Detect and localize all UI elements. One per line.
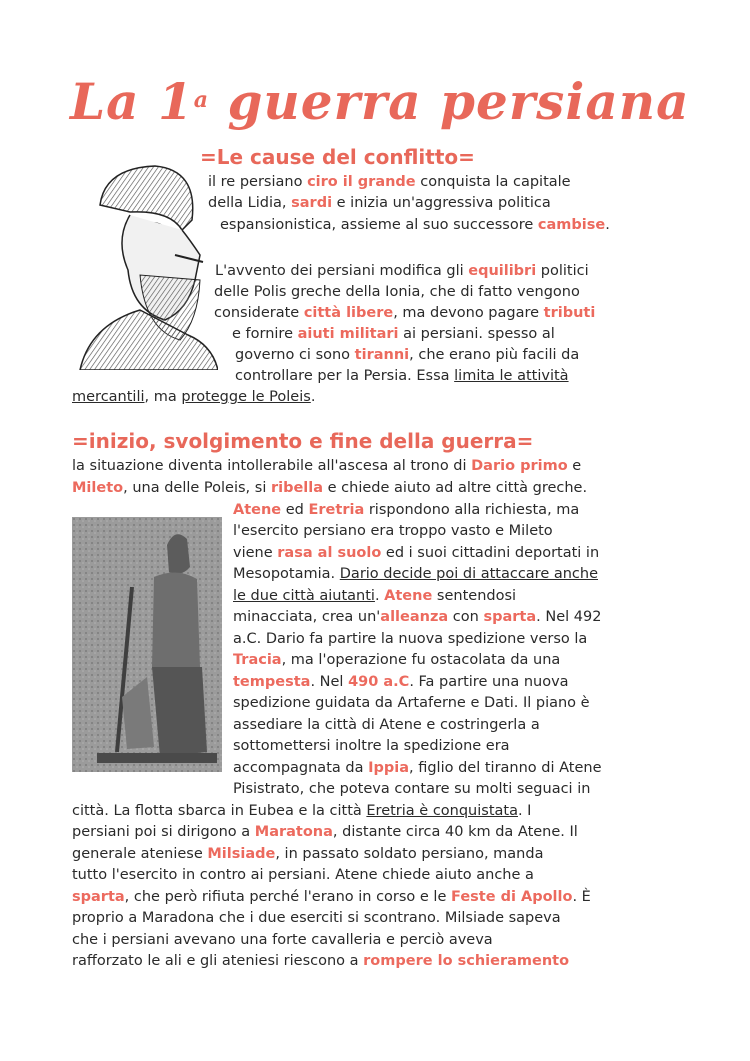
highlight-term: equilibri <box>468 263 537 279</box>
text-line: controllare per la Persia. Essa limita le attività <box>235 368 569 384</box>
highlight-term: Ippia <box>368 760 409 776</box>
text-line: la situazione diventa intollerabile all'ascesa al trono di Dario primo e <box>72 458 582 474</box>
text-line: minacciata, crea un'alleanza con sparta. Nel 492 <box>233 609 602 625</box>
highlight-term: cambise <box>537 217 606 233</box>
text-line: tempesta. Nel 490 a.C. Fa partire una nuova <box>233 674 569 690</box>
highlight-term: Mileto <box>72 480 124 496</box>
section-heading-war: =inizio, svolgimento e fine della guerra= <box>72 429 534 453</box>
highlight-term: sardi <box>291 195 333 211</box>
text-line: e fornire aiuti militari ai persiani. spesso al <box>232 326 555 342</box>
text-line: a.C. Dario fa partire la nuova spedizione verso la <box>233 631 588 647</box>
highlight-term: Atene <box>233 502 282 518</box>
text-line: persiani poi si dirigono a Maratona, distante circa 40 km da Atene. Il <box>72 824 578 840</box>
highlight-term: tiranni <box>354 347 410 363</box>
highlight-term: ribella <box>270 480 324 496</box>
text-line: spedizione guidata da Artaferne e Dati. Il piano è <box>233 695 590 711</box>
text-line: L'avvento dei persiani modifica gli equilibri politici <box>215 263 589 279</box>
highlight-term: 490 a.C <box>348 674 410 690</box>
section-heading-causes: =Le cause del conflitto= <box>200 145 475 169</box>
text-line: il re persiano ciro il grande conquista la capitale <box>208 174 571 190</box>
highlight-term: Dario primo <box>471 458 568 474</box>
highlight-term: Feste di Apollo <box>451 889 573 905</box>
highlight-term: Atene <box>384 588 433 604</box>
highlight-term: Milsiade <box>207 846 276 862</box>
text-line: Atene ed Eretria rispondono alla richiesta, ma <box>233 502 580 518</box>
text-line: viene rasa al suolo ed i suoi cittadini deportati in <box>233 545 600 561</box>
text-line: Mileto, una delle Poleis, si ribella e chiede aiuto ad altre città greche. <box>72 480 588 496</box>
text-line: sparta, che però rifiuta perché l'erano in corso e le Feste di Apollo. È <box>72 889 591 905</box>
text-line: che i persiani avevano una forte cavalleria e perciò aveva <box>72 932 493 948</box>
text-line: generale ateniese Milsiade, in passato soldato persiano, manda <box>72 846 544 862</box>
highlight-term: rompere lo schieramento <box>363 953 570 969</box>
text-line: espansionistica, assieme al suo successore cambise. <box>220 217 610 233</box>
highlight-term: Tracia <box>233 652 282 668</box>
highlight-term: sparta <box>72 889 125 905</box>
underlined-phrase: le due città aiutanti <box>233 588 375 604</box>
text-line: Pisistrato, che poteva contare su molti seguaci in <box>233 781 591 797</box>
text-line: considerate città libere, ma devono pagare tributi <box>214 305 596 321</box>
underlined-phrase: Dario decide poi di attaccare anche <box>339 566 599 582</box>
text-line: governo ci sono tiranni, che erano più facili da <box>235 347 580 363</box>
highlight-term: aiuti militari <box>297 326 399 342</box>
underlined-phrase: limita le attività <box>454 368 569 384</box>
highlight-term: sparta <box>483 609 537 625</box>
page-title: La 1$^a$ guerra persiana <box>70 72 690 131</box>
underlined-phrase: protegge le Poleis <box>181 389 311 405</box>
highlight-term: ciro il grande <box>307 174 416 190</box>
text-line: l'esercito persiano era troppo vasto e Mileto <box>233 523 553 539</box>
cyrus-portrait-image <box>70 160 218 370</box>
highlight-term: alleanza <box>380 609 449 625</box>
text-line: le due città aiutanti. Atene sentendosi <box>233 588 517 604</box>
text-line: della Lidia, sardi e inizia un'aggressiva politica <box>208 195 551 211</box>
text-line: mercantili, ma protegge le Poleis. <box>72 389 316 405</box>
text-line: tutto l'esercito in contro ai persiani. Atene chiede aiuto anche a <box>72 867 534 883</box>
dario-relief-image <box>72 517 222 772</box>
underlined-phrase: Eretria è conquistata <box>366 803 518 819</box>
highlight-term: Eretria <box>308 502 365 518</box>
text-line: assediare la città di Atene e costringerla a <box>233 717 540 733</box>
underlined-phrase: mercantili <box>72 389 145 405</box>
text-line: rafforzato le ali e gli ateniesi riescono a rompere lo schieramento <box>72 953 570 969</box>
highlight-term: Maratona <box>254 824 333 840</box>
text-line: delle Polis greche della Ionia, che di fatto vengono <box>214 284 580 300</box>
text-line: Tracia, ma l'operazione fu ostacolata da una <box>233 652 561 668</box>
text-line: città. La flotta sbarca in Eubea e la città Eretria è conquistata. I <box>72 803 532 819</box>
highlight-term: tempesta <box>233 674 311 690</box>
highlight-term: tributi <box>543 305 596 321</box>
text-line: sottomettersi inoltre la spedizione era <box>233 738 510 754</box>
highlight-term: rasa al suolo <box>277 545 382 561</box>
text-line: proprio a Maradona che i due eserciti si scontrano. Milsiade sapeva <box>72 910 561 926</box>
text-line: accompagnata da Ippia, figlio del tiranno di Atene <box>233 760 602 776</box>
highlight-term: città libere <box>303 305 394 321</box>
text-line: Mesopotamia. Dario decide poi di attaccare anche <box>233 566 599 582</box>
